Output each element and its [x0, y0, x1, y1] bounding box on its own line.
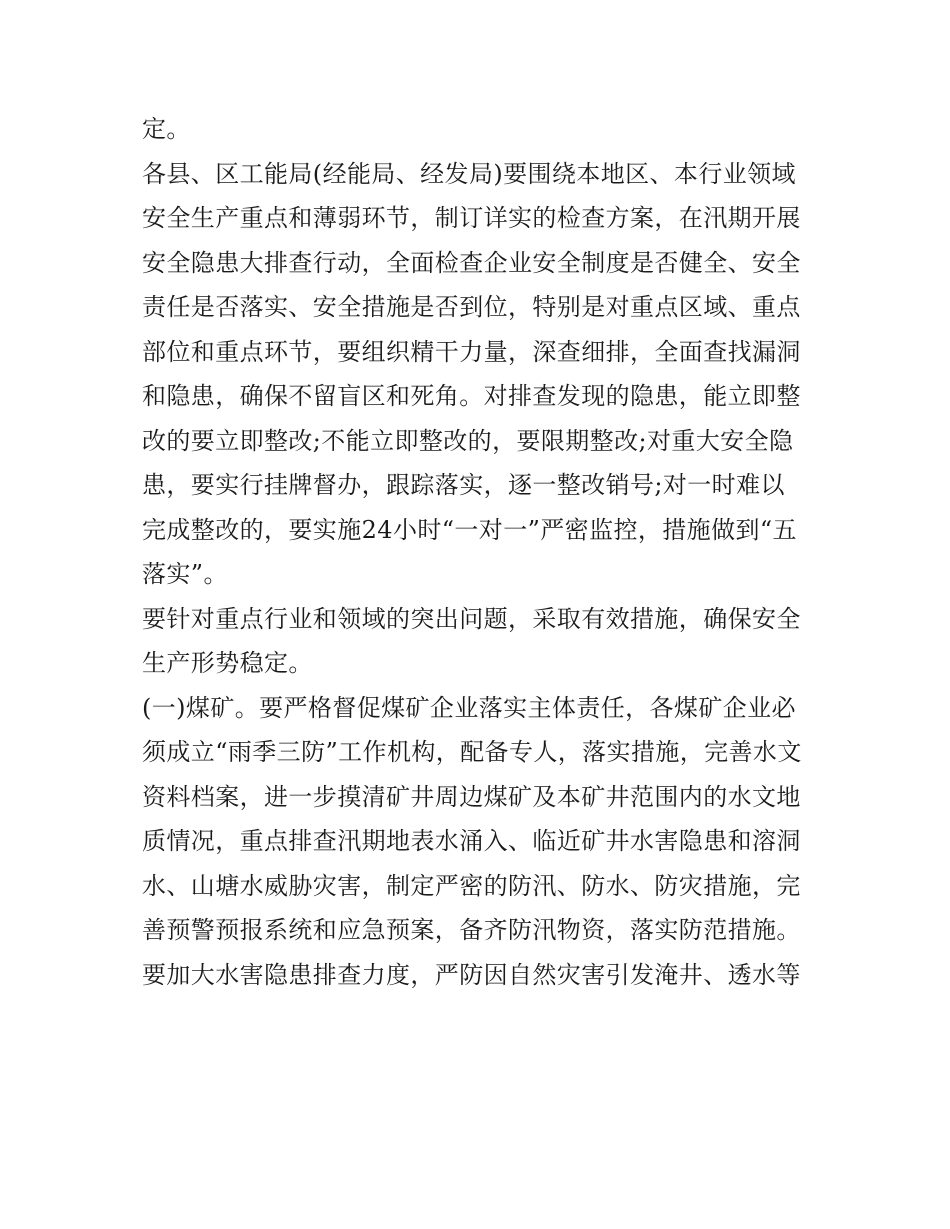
text-line: 部位和重点环节，要组织精干力量，深查细排，全面查找漏洞	[142, 337, 801, 366]
text-line: 和隐患，确保不留盲区和死角。对排查发现的隐患，能立即整	[142, 382, 801, 410]
text-line: 水、山塘水威胁灾害，制定严密的防汛、防水、防灾措施，完	[142, 871, 801, 900]
text-line: 要加大水害隐患排查力度，严防因自然灾害引发淹井、透水等	[142, 960, 801, 989]
text-line: 患，要实行挂牌督办，跟踪落实，逐一整改销号;对一时难以	[142, 471, 785, 499]
text-line: 质情况，重点排查汛期地表水涌入、临近矿井水害隐患和溶洞	[142, 827, 801, 855]
text-line: (一)煤矿。要严格督促煤矿企业落实主体责任，各煤矿企业必	[142, 693, 796, 722]
text-line: 善预警预报系统和应急预案，备齐防汛物资，落实防范措施。	[142, 916, 801, 944]
text-line: 安全隐患大排查行动，全面检查企业安全制度是否健全、安全	[142, 248, 801, 277]
text-line: 责任是否落实、安全措施是否到位，特别是对重点区域、重点	[142, 293, 801, 321]
text-line: 各县、区工能局(经能局、经发局)要围绕本地区、本行业领域	[142, 159, 796, 188]
text-line: 完成整改的，要实施24小时“一对一”严密监控，措施做到“五	[142, 515, 797, 544]
text-line: 定。	[142, 115, 191, 143]
text-line: 生产形势稳定。	[142, 649, 313, 677]
text-line: 资料档案，进一步摸清矿井周边煤矿及本矿井范围内的水文地	[142, 782, 801, 811]
text-line: 改的要立即整改;不能立即整改的，要限期整改;对重大安全隐	[142, 426, 794, 455]
text-line: 安全生产重点和薄弱环节，制订详实的检查方案，在汛期开展	[142, 204, 801, 232]
text-line: 须成立“雨季三防”工作机构，配备专人，落实措施，完善水文	[142, 738, 802, 766]
document-body	[142, 107, 814, 997]
text-line: 要针对重点行业和领域的突出问题，采取有效措施，确保安全	[142, 604, 801, 633]
text-line: 落实”。	[142, 560, 228, 588]
